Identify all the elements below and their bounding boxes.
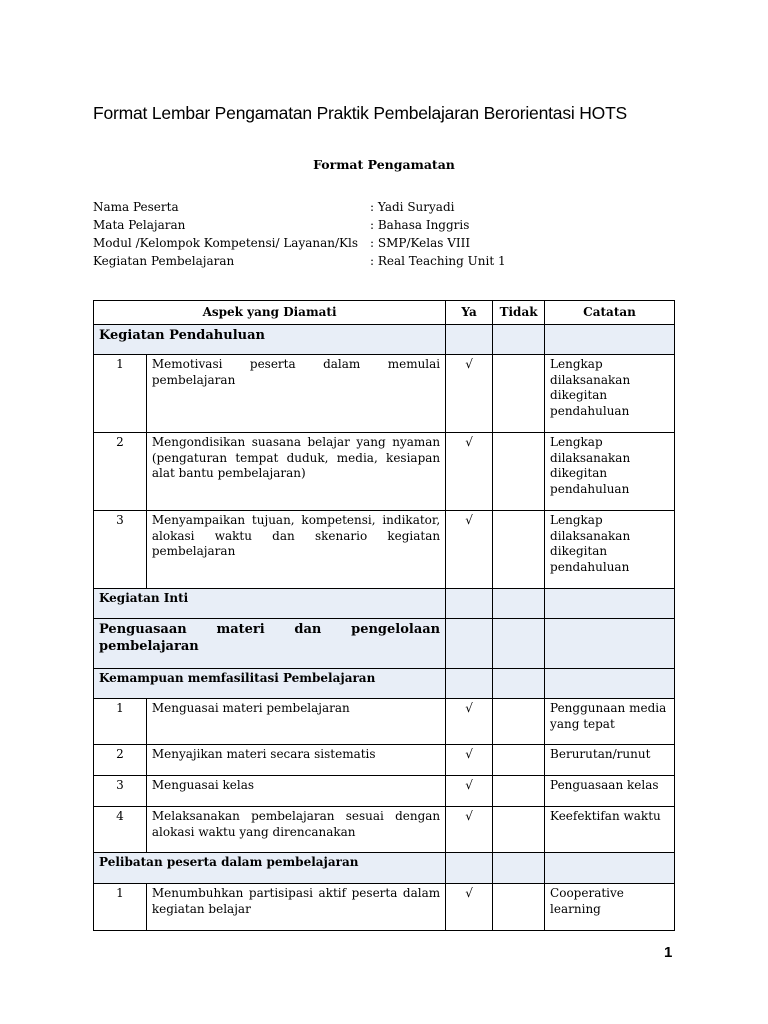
table-row (94, 433, 675, 511)
tidak-cell (493, 699, 545, 745)
check-mark: √ (446, 807, 493, 853)
section-label: Kegiatan Inti (94, 589, 446, 619)
row-number: 3 (94, 776, 147, 807)
check-mark: √ (446, 511, 493, 589)
header-ya: Ya (446, 301, 493, 325)
info-value: : Yadi Suryadi (370, 200, 455, 214)
empty-cell (446, 853, 493, 884)
document-title: Format Lembar Pengamatan Praktik Pembelajaran Berorientasi HOTS (93, 103, 628, 123)
info-label: Nama Peserta (93, 200, 179, 214)
empty-cell (493, 853, 545, 884)
row-aspek: Melaksanakan pembelajaran sesuai dengan alokasi waktu yang direncanakan (146, 807, 445, 853)
row-aspek: Menumbuhkan partisipasi aktif peserta dalam kegiatan belajar (146, 884, 445, 931)
empty-cell (446, 589, 493, 619)
tidak-cell (493, 884, 545, 931)
check-mark: √ (446, 433, 493, 511)
row-aspek: Menyajikan materi secara sistematis (146, 745, 445, 776)
row-catatan: Cooperative learning (545, 884, 675, 931)
table-row (94, 807, 675, 853)
info-value: : Real Teaching Unit 1 (370, 254, 506, 268)
page-number: 1 (664, 944, 673, 961)
row-catatan: Penggunaan media yang tepat (545, 699, 675, 745)
row-aspek: Mengondisikan suasana belajar yang nyaman (pengaturan tempat duduk, media, kesiapan alat bantu pembelajaran) (146, 433, 445, 511)
observation-table (93, 300, 675, 931)
check-mark: √ (446, 699, 493, 745)
section-row-pendahuluan (94, 325, 675, 355)
row-catatan: Keefektifan waktu (545, 807, 675, 853)
info-value: : SMP/Kelas VIII (370, 236, 471, 250)
empty-cell (446, 619, 493, 669)
empty-cell (493, 619, 545, 669)
section-label: Pelibatan peserta dalam pembelajaran (94, 853, 446, 884)
table-header-row (94, 301, 675, 325)
table-row (94, 745, 675, 776)
check-mark: √ (446, 355, 493, 433)
empty-cell (493, 589, 545, 619)
info-label: Modul /Kelompok Kompetensi/ Layanan/Kls (93, 236, 359, 250)
tidak-cell (493, 745, 545, 776)
header-catatan: Catatan (545, 301, 675, 325)
empty-cell (545, 619, 675, 669)
section-row-pelibatan (94, 853, 675, 884)
row-number: 1 (94, 699, 147, 745)
tidak-cell (493, 355, 545, 433)
check-mark: √ (446, 776, 493, 807)
section-subtitle: Format Pengamatan (313, 157, 455, 172)
section-label: Penguasaan materi dan pengelolaan pembelajaran (94, 619, 446, 669)
empty-cell (493, 669, 545, 699)
table-row (94, 776, 675, 807)
info-label: Kegiatan Pembelajaran (93, 254, 235, 268)
table-row (94, 511, 675, 589)
row-catatan: Berurutan/runut (545, 745, 675, 776)
tidak-cell (493, 433, 545, 511)
row-catatan: Lengkap dilaksanakan dikegitan pendahuluan (545, 433, 675, 511)
check-mark: √ (446, 745, 493, 776)
row-aspek: Menyampaikan tujuan, kompetensi, indikator, alokasi waktu dan skenario kegiatan pembelajaran (146, 511, 445, 589)
empty-cell (545, 669, 675, 699)
tidak-cell (493, 776, 545, 807)
table-row (94, 699, 675, 745)
section-row-inti (94, 589, 675, 619)
info-value: : Bahasa Inggris (370, 218, 470, 232)
row-number: 3 (94, 511, 147, 589)
section-row-penguasaan (94, 619, 675, 669)
header-tidak: Tidak (493, 301, 545, 325)
info-label: Mata Pelajaran (93, 218, 186, 232)
row-catatan: Penguasaan kelas (545, 776, 675, 807)
section-row-fasilitasi (94, 669, 675, 699)
row-number: 1 (94, 355, 147, 433)
row-aspek: Menguasai kelas (146, 776, 445, 807)
empty-cell (446, 669, 493, 699)
header-aspek: Aspek yang Diamati (94, 301, 446, 325)
row-number: 2 (94, 433, 147, 511)
empty-cell (545, 325, 675, 355)
section-label: Kemampuan memfasilitasi Pembelajaran (94, 669, 446, 699)
check-mark: √ (446, 884, 493, 931)
empty-cell (446, 325, 493, 355)
empty-cell (493, 325, 545, 355)
row-catatan: Lengkap dilaksanakan dikegitan pendahuluan (545, 511, 675, 589)
row-aspek: Memotivasi peserta dalam memulai pembelajaran (146, 355, 445, 433)
row-number: 1 (94, 884, 147, 931)
row-catatan: Lengkap dilaksanakan dikegitan pendahuluan (545, 355, 675, 433)
table-row (94, 884, 675, 931)
row-number: 4 (94, 807, 147, 853)
empty-cell (545, 589, 675, 619)
row-aspek: Menguasai materi pembelajaran (146, 699, 445, 745)
row-number: 2 (94, 745, 147, 776)
tidak-cell (493, 807, 545, 853)
empty-cell (545, 853, 675, 884)
tidak-cell (493, 511, 545, 589)
section-label: Kegiatan Pendahuluan (94, 325, 446, 355)
table-row (94, 355, 675, 433)
